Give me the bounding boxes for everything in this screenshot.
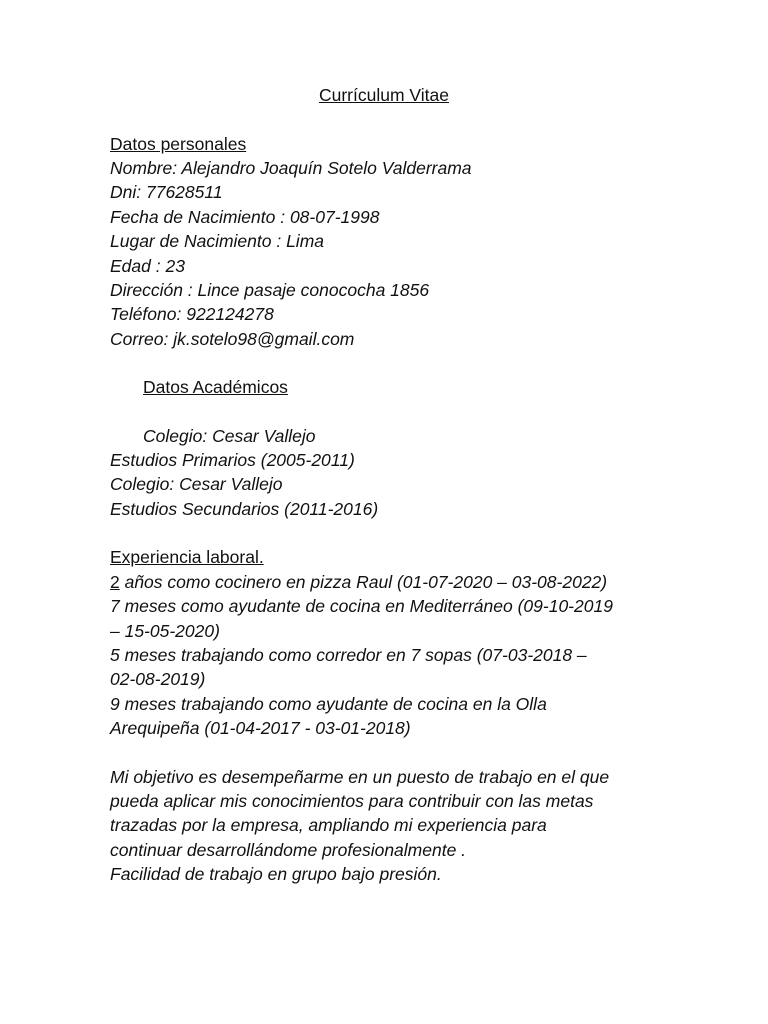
section-heading-academic: Datos Académicos [143,377,288,397]
experience-line: 5 meses trabajando como corredor en 7 sopas (07-03-2018 – [110,645,587,665]
personal-telefono: Teléfono: 922124278 [110,304,274,324]
section-heading-experience: Experiencia laboral. [110,547,264,567]
academic-line: Colegio: Cesar Vallejo [143,426,316,446]
experience-line: 9 meses trabajando como ayudante de cocina en la Olla [110,694,547,714]
objective-line: trazadas por la empresa, ampliando mi experiencia para [110,815,547,835]
academic-line: Colegio: Cesar Vallejo [110,474,283,494]
objective-line: pueda aplicar mis conocimientos para contribuir con las metas [110,791,594,811]
experience-line: 7 meses como ayudante de cocina en Mediterráneo (09-10-2019 [110,596,613,616]
objective-line: Mi objetivo es desempeñarme en un puesto de trabajo en el que [110,767,610,787]
experience-line: 02-08-2019) [110,669,206,689]
document-title: Currículum Vitae [318,85,449,105]
experience-first-number: 2 [110,572,120,592]
personal-correo: Correo: jk.sotelo98@gmail.com [110,329,355,349]
personal-nombre: Nombre: Alejandro Joaquín Sotelo Valderrama [110,158,472,178]
objective-line: Facilidad de trabajo en grupo bajo presión. [110,864,442,884]
personal-edad: Edad : 23 [110,256,185,276]
academic-line: Estudios Primarios (2005-2011) [110,450,355,470]
section-heading-personal: Datos personales [110,134,247,154]
personal-dni: Dni: 77628511 [110,182,223,202]
objective-line: continuar desarrollándome profesionalmente . [110,840,467,860]
personal-fecha-nacimiento: Fecha de Nacimiento : 08-07-1998 [110,207,380,227]
personal-lugar-nacimiento: Lugar de Nacimiento : Lima [110,231,324,251]
personal-direccion: Dirección : Lince pasaje conococha 1856 [110,280,430,300]
experience-line-first [110,570,607,594]
academic-line: Estudios Secundarios (2011-2016) [110,499,379,519]
experience-line: Arequipeña (01-04-2017 - 03-01-2018) [110,718,411,738]
experience-first-rest: años como cocinero en pizza Raul (01-07-2020 – 03-08-2022) [119,572,608,592]
experience-line: – 15-05-2020) [110,621,220,641]
